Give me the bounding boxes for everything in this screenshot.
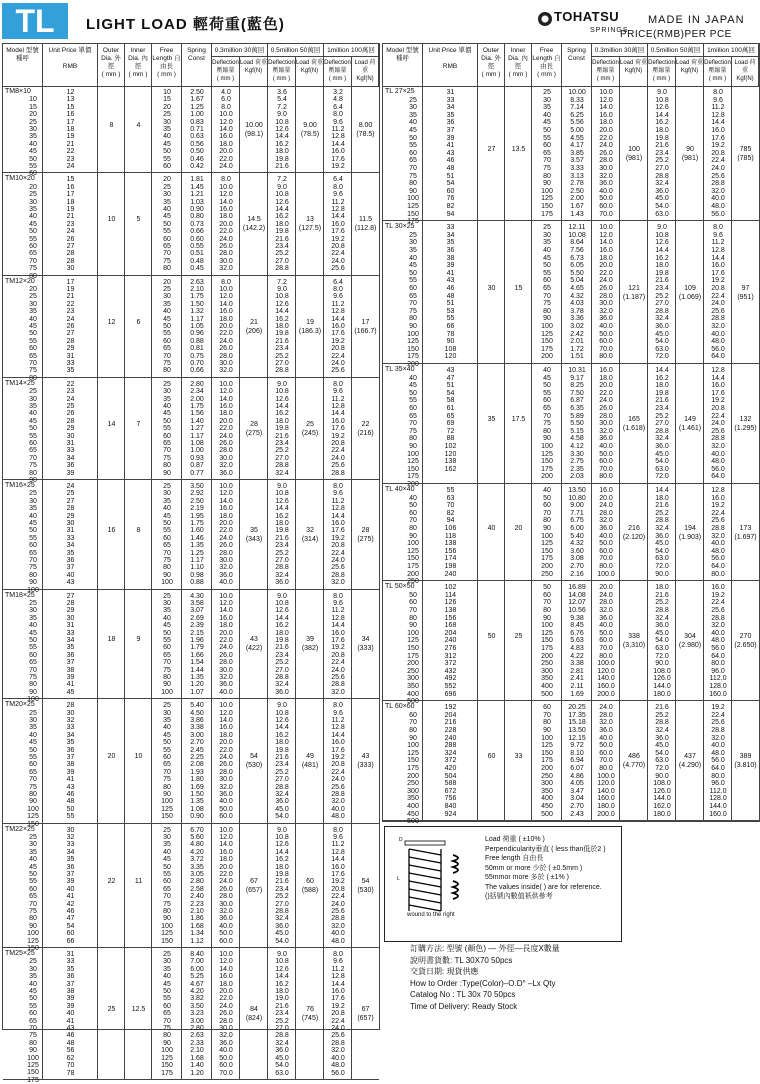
cell-id: 9 [136,636,141,644]
model-lengths: 60 70 80 90 100 125 150 175 200 250 300 350 400 450 500 [407,711,419,826]
cell-sc: 2.80 2.34 2.00 1.75 1.56 1.40 1.27 1.17 1.08 1.00 0.93 0.87 0.77 [190,380,204,477]
header-model: Model 型號 種呼 [3,44,43,86]
cell-id: 13.5 [511,145,526,153]
cell-od: 22 [107,877,116,885]
cell-sc: 5.40 4.50 3.86 3.38 3.00 2.70 2.45 2.25 2.08 1.93 1.80 1.69 1.50 1.35 1.08 0.90 [190,702,204,821]
cell-l1: 389 (3.810) [734,753,757,770]
model-lengths: 25 30 35 40 45 50 55 60 65 70 75 80 90 100 125 150 [27,833,39,953]
note-perpendicularity: Perpendicularity垂直 ( less than低於2 ) [485,845,606,853]
model-name: TM20×25 [5,701,35,709]
cell-d1: 8.0 9.6 11.2 12.8 14.4 16.0 17.6 19.2 20.8 22.4 24.0 25.6 28.8 32.0 40.0 48.0 56.0 [711,89,725,218]
header-spring-const: Spring Const [562,44,592,86]
header-unit-price: Unit Price 單價 RMB [43,44,98,86]
cell-sc: 20.25 17.35 15.18 13.50 12.15 9.72 8.10 6.94 6.07 4.86 4.05 3.47 3.04 2.70 2.43 [568,704,586,818]
cell-l1: 34 (333) [357,636,374,653]
header-inner-dia: Inner Dia. 內徑 ( mm ) [125,44,152,86]
cell-l1: 270 (2.650) [734,633,757,650]
cell-od: 20 [107,753,116,761]
cell-id: 5 [136,216,141,224]
model-lengths: 40 50 60 70 80 90 100 125 150 175 200 250 [407,494,419,586]
model-lengths: 25 30 35 40 45 50 55 60 65 70 75 80 90 100 125 150 175 200 [407,231,419,368]
cell-id: 4 [136,121,141,129]
model-lengths: 25 30 35 40 45 50 55 60 65 70 75 80 90 100 125 150 175 [27,958,39,1084]
cell-od: 10 [107,216,116,224]
spec-table-left [2,43,380,1084]
note-reference-en: The values inside( ) are for reference. [485,883,602,891]
model-name: TM14×25 [5,379,35,387]
cell-d1: 6.4 8.0 9.6 11.2 12.8 14.4 16.0 17.6 19.2 20.8 22.4 24.0 25.6 [331,176,345,273]
cell-od: 40 [487,524,496,532]
cell-prices: 30 32 33 34 35 36 37 39 40 41 42 46 47 54 60 66 [66,826,75,945]
cell-fl: 25 30 35 40 45 50 55 60 65 70 75 80 90 100 125 150 175 200 [541,224,553,361]
header-load-05m-deflection: Deflection 壓縮量 ( mm ) [648,56,676,86]
table-header [3,44,379,87]
cell-l05: 25 (245) [301,420,319,437]
cell-l03: 121 (1.187) [622,284,646,301]
cell-l1: 28 (275) [357,526,374,543]
note-reference-zh: ()括號內數值祇供參考 [485,893,553,900]
cell-prices: 33 34 35 36 38 39 41 43 46 48 51 53 55 66 78 90 108 120 [444,224,457,361]
header-outer-dia: Outer Dia. 外徑 ( mm ) [478,44,505,86]
cell-l05: 9.00 (78.5) [300,121,320,138]
model-name: TL 30×25 [385,223,415,231]
cell-od: 18 [107,636,116,644]
cell-prices: 24 25 27 28 29 30 31 33 34 35 36 37 40 43 [66,483,75,587]
model-lengths: 25 30 35 40 45 50 55 60 65 70 75 80 90 [29,388,37,485]
header-load-1m: 1million 100萬回 [704,44,759,56]
cell-d03: 16.0 18.0 20.0 22.0 24.0 26.0 28.0 30.0 32.0 36.0 40.0 50.0 60.0 70.0 80.0 [599,367,613,481]
cell-d05: 7.2 9.0 10.8 12.6 14.4 16.2 18.0 19.8 21.6 23.4 25.2 27.0 28.8 [275,176,289,273]
cell-l03: 216 (2.120) [622,524,646,541]
brand-sub: SPRINGS [590,27,629,34]
order-instructions [410,943,560,1012]
svg-text:L: L [397,876,400,882]
cell-sc: 2.63 2.10 1.75 1.50 1.32 1.17 1.05 0.96 0.88 0.81 0.75 0.70 0.66 [190,278,204,375]
model-lengths: 25 30 35 40 45 50 55 60 65 70 75 80 90 100 125 150 175 [407,96,419,226]
cell-id: 10 [134,753,143,761]
cell-l05: 437 (4.290) [678,753,702,770]
cell-prices: 17 19 21 22 23 24 26 27 28 29 31 33 35 [66,278,75,375]
header-unit-price: Unit Price 單價 RMB [423,44,478,86]
cell-id: 7 [136,420,141,428]
cell-od: 12 [107,318,116,326]
order-line-zh-1: 訂購方法: 型號 (顏色) — 外徑—長度X數量 [410,944,560,953]
spring-group [3,699,379,828]
cell-d05: 9.0 10.8 12.6 14.4 16.2 18.0 19.8 21.6 23.4 25.2 27.0 28.8 32.4 36.0 45.0 54.0 [275,826,289,945]
model-lengths: 40 45 50 55 60 65 70 75 80 90 100 125 150 175 200 [407,374,419,488]
cell-l05: 90 (981) [681,145,699,162]
cell-d03: 24.0 28.0 32.0 36.0 40.0 50.0 60.0 70.0 80.0 100.0 120.0 140.0 160.0 180.0 200.0 [597,704,615,818]
cell-prices: 27 28 29 30 31 33 34 35 36 37 38 39 41 45 [66,592,75,696]
cell-l1: 54 (530) [357,877,374,894]
cell-fl: 10 15 20 25 30 35 40 45 50 55 60 [163,89,171,171]
cell-d03: 10.0 12.0 14.0 16.0 18.0 20.0 22.0 24.0 26.0 28.0 30.0 32.0 36.0 40.0 50.0 60.0 70.0 [219,951,233,1077]
model-name: TM22×25 [5,825,35,833]
header-load-05m: 0.5million 50萬回 [648,44,704,56]
cell-d03: 16.0 20.0 24.0 28.0 32.0 36.0 40.0 50.0 60.0 70.0 80.0 100.0 [597,487,615,578]
cell-d03: 10.0 12.0 14.0 16.0 18.0 20.0 22.0 24.0 26.0 28.0 30.0 32.0 36.0 40.0 50.0 60.0 [219,702,233,821]
spring-group [3,276,379,382]
cell-od: 8 [109,121,114,129]
cell-prices: 15 16 17 18 19 21 23 24 26 27 28 28 30 [66,176,75,273]
order-line-en-2: Catalog No : TL 30x 70 50pcs [410,990,516,999]
cell-od: 16 [107,526,116,534]
cell-l05: 49 (481) [301,753,319,770]
cell-sc: 1.81 1.45 1.21 1.03 0.90 0.80 0.73 0.66 0.60 0.55 0.51 0.48 0.45 [190,176,204,273]
model-name: TL 60×60 [385,703,415,711]
spring-group [3,948,379,1084]
model-lengths: 25 30 35 40 45 50 55 60 65 70 75 80 90 100 125 150 [27,709,39,828]
header-free-length: Free Length 自由長 ( mm ) [152,44,182,86]
header-free-length: Free Length 自由長 ( mm ) [532,44,562,86]
header-load-03m: 0.3million 30萬回 [212,44,268,56]
note-under-50: 50mm or more 少於 ( ±0.5mm ) [485,864,583,872]
cell-id: 17.5 [511,416,526,423]
header-inner-dia: Inner Dia. 內徑 ( mm ) [505,44,532,86]
spec-table-right [382,43,760,826]
spring-group [383,701,759,826]
cell-d1: 16.0 19.2 22.4 25.6 28.8 32.0 40.0 48.0 56.0 64.0 80.0 96.0 112.0 128.0 160.0 [709,584,727,698]
cell-l03: 10.00 (98.1) [244,121,264,138]
cell-fl: 60 70 80 90 100 125 150 175 200 250 300 350 400 450 500 [541,704,553,818]
cell-d1: 8.0 9.6 11.2 12.8 14.4 16.0 17.6 19.2 20.8 22.4 24.0 25.6 28.8 32.0 40.0 48.0 56.0 64.0 [711,224,725,361]
cell-d05: 18.0 21.6 25.2 28.8 32.4 36.0 45.0 54.0 63.0 72.0 90.0 108.0 126.0 144.0 180.0 [653,584,671,698]
header-load-1m-deflection: Deflection 壓縮量 ( mm ) [324,56,352,86]
cell-id: 12.5 [131,1005,146,1013]
cell-id: 6 [136,318,141,326]
cell-d1: 6.4 8.0 9.6 11.2 12.8 14.4 16.0 17.6 19.2 20.8 22.4 24.0 25.6 [331,278,345,375]
cell-id: 33 [514,753,523,761]
cell-l05: 60 (588) [301,877,319,894]
model-name: TM16×25 [5,482,35,489]
cell-d03: 10.0 12.0 14.0 16.0 18.0 20.0 22.0 24.0 26.0 28.0 30.0 32.0 36.0 40.0 [219,592,233,696]
cell-d1: 8.0 9.6 11.2 12.8 14.4 16.0 17.6 19.2 20.8 22.4 24.0 25.6 28.8 32.0 40.0 48.0 [331,702,345,821]
cell-fl: 25 30 35 40 45 50 55 60 65 70 75 80 90 [163,380,171,477]
cell-prices: 31 33 34 35 36 37 39 41 43 46 48 51 54 60 76 82 94 [446,89,455,218]
cell-l05: 304 (2.980) [678,633,702,650]
cell-prices: 31 33 35 36 37 38 39 39 40 41 43 46 48 56 62 70 78 [66,951,75,1077]
cell-prices: 43 47 51 54 58 61 65 69 72 88 102 120 138 162 [444,367,457,473]
model-name: TM18×25 [5,591,35,599]
header-load-03m: 0.3million 30萬回 [592,44,648,56]
header-model: Model 型號 種呼 [383,44,423,86]
cell-d03: 20.0 24.0 28.0 32.0 36.0 40.0 50.0 60.0 70.0 80.0 100.0 120.0 140.0 160.0 200.0 [597,584,615,698]
cell-d05: 9.0 10.8 12.6 14.4 16.2 18.0 19.0 21.6 23.4 25.2 27.0 28.8 32.4 36.0 45.0 54.0 63.0 [275,951,289,1077]
cell-fl: 25 30 35 40 45 50 55 60 65 70 75 80 90 100 125 150 175 [541,89,553,218]
cell-od: 50 [487,633,496,641]
cell-sc: 12.11 10.08 8.64 7.56 6.73 6.05 5.50 5.04 4.65 4.32 4.03 3.78 3.36 3.02 2.42 2.01 1.72 1.51 [568,224,586,361]
cell-fl: 20 25 30 35 40 45 50 55 60 65 70 75 80 [163,278,171,375]
cell-d05: 14.4 16.2 18.0 19.8 21.6 23.4 25.2 27.0 28.8 32.4 36.0 45.0 54.0 63.0 72.0 [655,367,669,481]
cell-d05: 9.0 10.8 12.6 14.4 16.2 18.0 19.8 21.6 23.4 25.2 27.0 28.8 32.4 36.0 45.0 54.0 63.0 [655,89,669,218]
note-free-length: Free length 自由長 [485,855,544,862]
tolerance-notes [384,826,622,942]
header-load-03m-deflection: Deflection 壓縮量 ( mm ) [212,56,240,86]
header-outer-dia: Outer Dia. 外徑 ( mm ) [98,44,125,86]
cell-l03: 84 (824) [245,1005,263,1022]
cell-d03: 10.0 12.0 14.0 16.0 18.0 20.0 22.0 24.0 26.0 28.0 30.0 32.0 36.0 40.0 50.0 60.0 70.0 [599,89,613,218]
cell-fl: 50 60 70 80 90 100 125 150 175 200 250 300 350 400 500 [541,584,553,698]
spring-group [3,824,379,953]
cell-d1: 19.2 22.4 25.6 28.8 32.0 40.0 48.0 56.0 64.0 80.0 96.0 112.0 128.0 144.0 160.0 [709,704,727,818]
spring-group [3,86,379,178]
model-lengths: 10 15 20 25 30 35 40 45 50 55 60 [29,96,37,178]
cell-l03: 54 (530) [245,753,263,770]
wound-direction-label: wound to the right [407,912,455,918]
cell-d03: 10.0 12.0 14.0 16.0 18.0 20.0 22.0 24.0 26.0 28.0 30.0 32.0 36.0 40.0 50.0 60.0 70.0 80.0 [599,224,613,361]
cell-l05: 32 (314) [301,526,319,543]
spring-group [3,480,379,594]
header-load-1m: 1million 100萬回 [324,44,379,56]
cell-od: 35 [487,416,496,423]
cell-l03: 338 (3,310) [622,633,646,650]
order-line-zh-2: 說明書貨數: TL 30X70 50pcs [410,955,513,965]
cell-fl: 40 45 50 55 60 65 70 75 80 90 100 125 150 175 200 [541,367,553,481]
spring-group [383,86,759,226]
cell-prices: 192 204 216 228 240 288 324 372 420 504 588 672 756 840 924 [444,704,457,818]
cell-l03: 14.5 (142.2) [242,216,266,233]
model-name: TM25×25 [5,950,35,957]
cell-l05: 109 (1.069) [678,284,702,301]
cell-id: 25 [514,633,523,641]
cell-d05: 9.0 10.8 12.6 14.4 16.2 18.0 19.8 21.6 23.4 25.2 27.0 28.8 32.4 [275,380,289,477]
cell-l03: 43 (422) [245,636,263,653]
cell-prices: 12 13 15 16 17 18 19 21 22 23 24 [66,89,75,171]
cell-d03: 10.0 12.0 14.0 16.0 18.0 20.0 22.0 24.0 26.0 28.0 30.0 32.0 36.0 [219,380,233,477]
header-load-1m-deflection: Deflection 壓縮量 ( mm ) [704,56,732,86]
tolerance-text [485,835,606,902]
cell-od: 60 [487,753,496,761]
cell-d05: 9.0 10.8 12.6 14.4 16.2 18.0 19.8 21.6 23.4 25.2 27.0 28.8 32.4 36.0 [275,592,289,696]
model-lengths: 20 25 30 35 40 45 50 55 60 65 70 75 80 [29,285,37,382]
cell-id: 15 [514,284,523,292]
cell-l05: 76 (745) [301,1005,319,1022]
model-lengths: 25 30 35 40 45 50 55 60 65 70 75 80 90 100 [27,490,39,594]
cell-l03: 486 (4.770) [622,753,646,770]
cell-d05: 9.0 10.8 12.6 14.4 16.2 18.0 19.8 21.6 23.4 25.2 27.0 28.8 32.4 36.0 45.0 54.0 63.0 72.0 [655,224,669,361]
cell-prices: 102 114 126 138 156 168 204 240 276 312 372 432 492 552 696 [444,584,457,698]
cell-fl: 25 30 35 40 45 50 55 60 65 70 75 80 90 100 [161,483,173,587]
header-load-05m: 0.5million 50萬回 [268,44,324,56]
cell-l03: 67 (657) [245,877,263,894]
cell-d1: 12.8 16.0 19.2 22.4 25.6 28.8 32.0 40.0 48.0 56.0 64.0 80.0 [711,487,725,578]
table-header [383,44,759,87]
cell-od: 14 [107,420,116,428]
cell-l05: 19 (186.3) [298,318,322,335]
cell-d03: 4.0 6.0 8.0 10.0 12.0 14.0 16.0 18.0 20.0 22.0 24.0 [219,89,233,171]
spring-group [3,173,379,280]
cell-l03: 165 (1.618) [622,416,646,432]
cell-d05: 7.2 9.0 10.8 12.6 14.4 16.2 18.0 19.8 21.6 23.4 25.2 27.0 28.8 [275,278,289,375]
made-in-label: MADE IN JAPAN [648,14,745,26]
cell-sc: 6.70 5.60 4.80 4.20 3.72 3.35 3.05 2.80 2.58 2.40 2.23 2.10 1.86 1.68 1.34 1.12 [190,826,204,945]
cell-d03: 10.0 12.0 14.0 16.0 18.0 20.0 22.0 24.0 26.0 28.0 30.0 32.0 36.0 40.0 [219,483,233,587]
cell-fl: 25 30 35 40 45 50 55 60 65 70 75 80 90 100 125 150 175 [161,951,173,1077]
order-line-en-1: How to Order :Type(Color)–O.D° –Lx Qty [410,978,556,988]
model-name: TL 40×40 [385,486,415,493]
spring-group [383,581,759,706]
cell-d1: 8.0 9.6 11.2 12.8 14.4 16.0 17.6 19.2 20.8 22.4 24.0 25.6 28.8 32.0 40.0 48.0 56.0 [331,951,345,1077]
order-line-en-3: Time of Delivery: Ready Stock [410,1001,518,1011]
cell-l05: 149 (1.461) [678,416,702,432]
cell-l1: 43 (333) [357,753,374,770]
price-note: PRICE(RMB)PER PCE [620,29,732,40]
cell-l1: 11.5 (112.8) [354,216,377,233]
cell-d1: 8.0 9.6 11.2 12.8 14.4 16.0 17.6 19.2 20.8 22.4 24.0 25.6 28.8 32.0 [331,592,345,696]
cell-d1: 8.0 9.6 11.2 12.8 14.4 16.0 17.6 19.2 20.8 22.4 24.0 25.6 28.8 32.0 [331,483,345,587]
model-name: TM12×20 [5,277,35,285]
page-header [0,0,760,44]
cell-d05: 9.0 10.8 12.6 14.4 16.2 18.0 19.8 21.6 23.4 25.2 27.0 28.8 32.4 36.0 45.0 54.0 [275,702,289,821]
header-load-03m-load: Load 荷重 Kgf(N) [240,56,268,86]
model-name: TL 50×50 [385,583,415,591]
cell-l03: 28 (275) [245,420,263,437]
model-lengths: 25 30 35 40 45 50 55 60 65 70 75 80 90 100 [27,599,39,704]
model-name: TL 27×25 [385,88,415,95]
cell-l1: 8.00 (78.5) [356,121,375,138]
cell-d05: 9.0 10.8 12.6 14.4 16.2 18.0 19.8 21.6 23.4 25.2 27.0 28.8 32.4 36.0 [275,483,289,587]
order-line-zh-3: 交貨日期: 現貨供應 [410,967,479,976]
note-over-55: 55mmor more 多於 ( ±1% ) [485,874,569,881]
cell-sc: 3.50 2.92 2.50 2.19 1.95 1.75 1.60 1.46 1.35 1.25 1.17 1.10 0.98 0.88 [190,483,204,587]
cell-l03: 100 (981) [625,145,643,162]
cell-sc: 16.89 14.08 12.07 10.56 9.38 8.45 6.76 5.63 4.83 4.22 3.38 2.81 2.41 2.11 1.69 [568,584,586,698]
cell-l1: 97 (951) [737,284,754,301]
cell-l1: 132 (1.295) [734,416,757,432]
cell-l1: 173 (1.697) [734,524,757,541]
cell-d03: 8.0 10.0 12.0 14.0 16.0 18.0 20.0 22.0 24.0 26.0 28.0 30.0 32.0 [219,278,233,375]
cell-sc: 8.40 7.00 6.00 5.25 4.67 4.20 3.82 3.50 3.23 3.00 2.80 2.63 2.33 2.10 1.68 1.40 1.20 [190,951,204,1077]
cell-od: 25 [107,1005,116,1013]
cell-l03: 21 (206) [245,318,263,335]
cell-prices: 55 63 70 82 94 106 118 138 156 174 198 240 [444,487,457,578]
spring-group [383,221,759,368]
spring-group [3,378,379,485]
cell-l05: 39 (382) [301,636,319,653]
cell-l1: 67 (657) [357,1005,374,1022]
cell-sc: 10.31 9.17 8.25 7.50 6.87 6.35 5.89 5.50 5.15 4.58 4.12 3.30 2.75 2.35 2.03 [568,367,586,481]
cell-d1: 8.0 9.6 11.2 12.8 14.4 16.0 17.6 19.2 20.8 22.4 24.0 25.6 28.8 32.0 40.0 48.0 [331,826,345,945]
cell-sc: 4.30 3.58 3.07 2.69 2.39 2.15 1.96 1.79 1.66 1.54 1.44 1.35 1.20 1.07 [190,592,204,696]
cell-sc: 2.50 1.67 1.25 1.00 0.83 0.71 0.63 0.56 0.50 0.46 0.42 [190,89,204,171]
cell-d03: 8.0 10.0 12.0 14.0 16.0 18.0 20.0 22.0 24.0 26.0 28.0 30.0 32.0 [219,176,233,273]
cell-d05: 3.6 5.4 7.2 9.0 10.8 12.6 14.4 16.2 18.0 19.8 21.6 [275,89,289,171]
cell-l05: 13 (127.5) [298,216,322,233]
spring-group [383,364,759,488]
cell-d1: 8.0 9.6 11.2 12.8 14.4 16.0 17.6 19.2 20.8 22.4 24.0 25.6 28.8 [331,380,345,477]
model-name: TM8×10 [5,88,31,95]
cell-l1: 22 (216) [357,420,374,437]
cell-od: 30 [487,284,496,292]
cell-id: 11 [134,877,143,885]
cell-l05: 194 (1.903) [678,524,702,541]
cell-fl: 40 50 60 70 80 90 100 125 150 175 200 250 [541,487,553,578]
model-name: TM10×20 [5,175,35,183]
header-load-05m-deflection: Deflection 壓縮量 ( mm ) [268,56,296,86]
cell-od: 27 [487,145,496,153]
header-load-1m-load: Load 荷重 Kgf(N) [352,56,379,86]
cell-id: 8 [136,526,141,534]
cell-prices: 28 30 32 33 34 35 36 37 38 39 41 43 46 48 50 55 [66,702,75,821]
header-load-05m-load: Load 荷重 Kgf(N) [676,56,704,86]
cell-fl: 25 30 35 40 45 50 55 60 65 70 75 80 90 100 125 150 [161,702,173,821]
model-lengths: 20 25 30 35 40 45 50 55 60 65 70 75 80 [29,183,37,280]
cell-prices: 22 23 24 25 26 28 29 30 31 33 34 36 39 [66,380,75,477]
cell-d1: 12.8 14.4 16.0 17.6 19.2 20.8 22.4 24.0 25.6 28.8 32.0 40.0 48.0 56.0 64.0 [711,367,725,481]
tohatsu-logo-icon [538,12,552,26]
cell-d03: 10.0 12.0 14.0 16.0 18.0 20.0 22.0 24.0 26.0 28.0 30.0 32.0 36.0 40.0 50.0 60.0 [219,826,233,945]
spring-group [383,484,759,586]
cell-id: 20 [514,524,523,532]
cell-d05: 14.4 18.0 21.6 25.2 28.8 32.4 36.0 45.0 54.0 63.0 72.0 90.0 [655,487,669,578]
cell-fl: 25 30 35 40 45 50 55 60 65 70 75 80 90 100 [161,592,173,696]
cell-d05: 21.6 25.2 28.8 32.4 36.0 45.0 54.0 63.0 72.0 90.0 108.0 126.0 144.0 162.0 180.0 [653,704,671,818]
header-load-03m-load: Load 荷重 Kgf(N) [620,56,648,86]
header-spring-const: Spring Const [182,44,212,86]
note-load: Load 荷重 ( ±10% ) [485,836,545,843]
header-load-05m-load: Load 荷重 Kgf(N) [296,56,324,86]
model-name: TL 35×40 [385,366,415,373]
cell-d1: 3.2 4.8 6.4 8.0 9.6 11.2 12.8 14.4 16.0 17.6 19.2 [331,89,345,171]
cell-l1: 17 (166.7) [354,318,377,335]
model-lengths: 50 60 70 80 90 100 125 150 175 200 250 300 350 400 500 [407,591,419,706]
header-load-1m-load: Load 荷重 Kgf(N) [732,56,759,86]
spring-group [3,590,379,704]
cell-l1: 785 (785) [737,145,754,162]
cell-sc: 10.00 8.33 7.14 6.25 5.56 5.00 4.55 4.17 3.85 3.57 3.33 3.13 2.78 2.50 2.00 1.67 1.43 [568,89,586,218]
cell-fl: 25 30 35 40 45 50 55 60 65 70 75 80 90 100 125 150 [161,826,173,945]
cell-sc: 13.50 10.80 9.00 7.71 6.75 6.00 5.40 4.32 3.60 3.08 2.70 2.16 [568,487,586,578]
series-badge: TL [2,3,68,39]
page-title: LIGHT LOAD 輕荷重(藍色) [86,16,285,33]
cell-fl: 20 25 30 35 40 45 50 55 60 65 70 75 80 [163,176,171,273]
cell-l03: 35 (343) [245,526,263,543]
header-load-03m-deflection: Deflection 壓縮量 ( mm ) [592,56,620,86]
brand-name: TOHATSU [554,9,620,24]
svg-text:D: D [399,837,403,843]
